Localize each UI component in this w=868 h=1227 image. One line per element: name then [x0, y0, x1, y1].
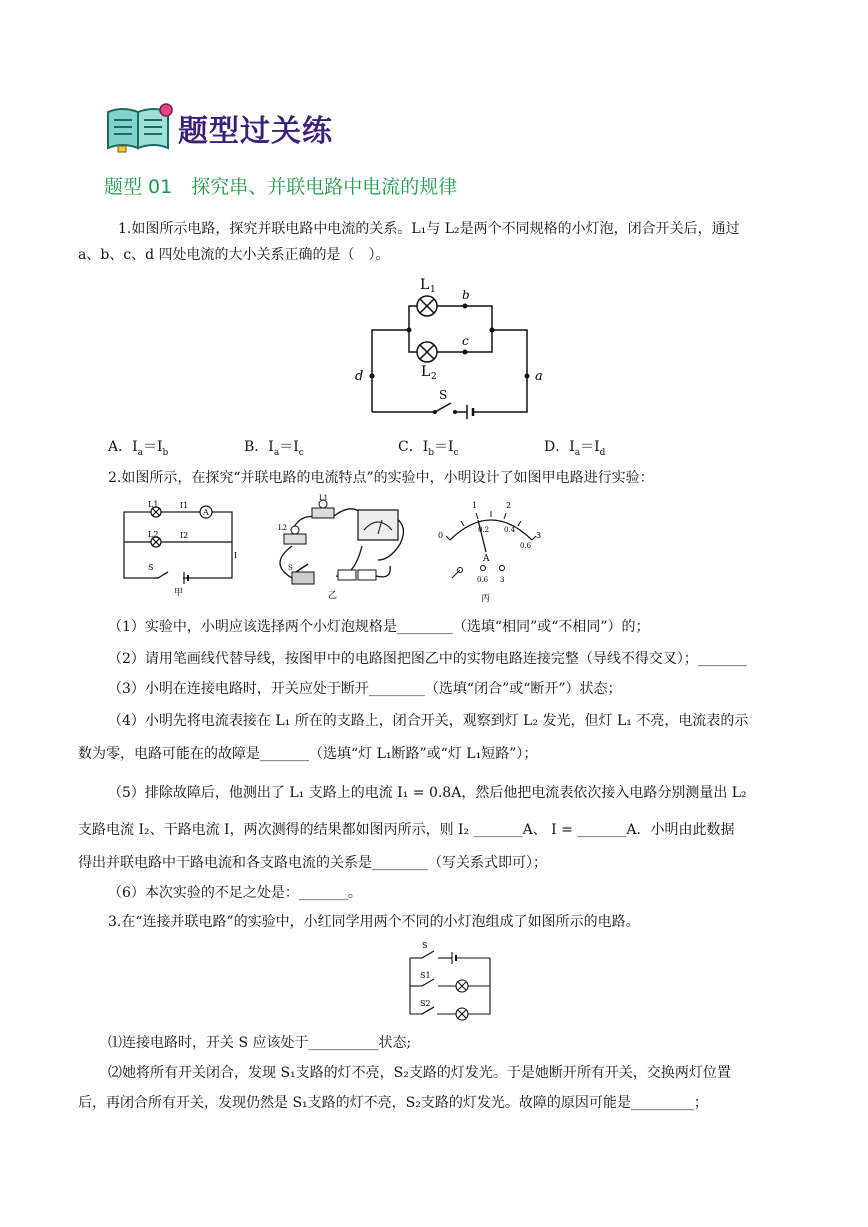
jia-caption: 甲	[174, 588, 184, 598]
q1-option-b[interactable]: B．$I_a=I_c$	[244, 439, 304, 458]
q2-part5-line2: 支路电流 I₂、干路电流 I，两次测得的结果都如图丙所示，则 I₂ _______A、 I = _______A．小明由此数据	[78, 822, 735, 838]
bing-m0: 0	[438, 531, 444, 540]
q2-part4-line2: 数为零，电路可能在的故障是_______（选填“灯 L₁断路”或“灯 L₁短路”）；	[78, 746, 538, 762]
bing-m2: 2	[506, 501, 512, 510]
yi-caption: 乙	[328, 591, 338, 601]
q2-figure-jia	[118, 498, 248, 598]
q3-circuit-diagram	[400, 938, 500, 1024]
q1-fig-b: b	[462, 288, 470, 302]
q3-part2-line1: ⑵她将所有开关闭合，发现 S₁支路的灯不亮，S₂支路的灯发光。于是她断开所有开关，交换两灯位置	[108, 1065, 731, 1081]
bing-m06: 0.6	[520, 542, 532, 550]
q1-line2: a、b、c、d 四处电流的大小关系正确的是（ ）。	[78, 247, 390, 263]
yi-L2: L2	[278, 524, 288, 532]
jia-I1: I1	[180, 501, 189, 510]
q1-fig-c: c	[462, 334, 469, 348]
q1-fig-a: a	[535, 369, 543, 384]
jia-I2: I2	[180, 531, 189, 540]
bing-m02: 0.2	[478, 526, 490, 534]
q2-intro: 2.如图所示，在探究“并联电路的电流特点”的实验中，小明设计了如图甲电路进行实验：	[108, 470, 654, 486]
q1-option-d[interactable]: D．$I_a=I_d$	[544, 439, 606, 458]
jia-I: I	[234, 551, 238, 560]
bing-t06: 0.6	[477, 576, 489, 584]
book-icon	[104, 102, 174, 154]
jia-S: S	[148, 563, 154, 572]
q2-part1: （1）实验中，小明应该选择两个小灯泡规格是________（选填“相同”或“不相同”）的；	[108, 619, 650, 635]
banner	[104, 100, 384, 156]
q1-fig-d: d	[355, 369, 364, 384]
q3-fig-S1: S1	[420, 971, 431, 980]
q2-part5-line3: 得出并联电路中干路电流和各支路电流的关系是________（写关系式即可）；	[78, 855, 547, 871]
q3-part1: ⑴连接电路时，开关 S 应该处于__________状态;	[108, 1035, 412, 1051]
q2-figure-yi	[262, 494, 412, 604]
bing-m3: 3	[536, 531, 542, 540]
q1-fig-S: S	[439, 388, 448, 402]
yi-S: S	[288, 564, 293, 572]
q1-fig-L1-sub: 1	[430, 285, 436, 295]
jia-L2: L2	[148, 530, 159, 539]
q1-fig-L2-sub: 2	[431, 372, 437, 382]
q2-part6: （6）本次实验的不足之处是：_______。	[108, 885, 362, 901]
q1-line1: 1.如图所示电路，探究并联电路中电流的关系。L₁与 L₂是两个不同规格的小灯泡，闭合开关后，通过	[118, 221, 740, 237]
q2-part3: （3）小明在连接电路时，开关应处于断开________（选填“闭合”或“断开”）状态；	[108, 681, 622, 697]
q1-option-a[interactable]: A．$I_a=I_b$	[108, 439, 169, 458]
q1-option-c[interactable]: C．$I_b=I_c$	[398, 439, 459, 458]
bing-caption: 丙	[481, 594, 491, 604]
q3-fig-S: S	[422, 941, 428, 950]
section-title: 题型 01 探究串、并联电路中电流的规律	[104, 176, 458, 198]
q3-fig-S2: S2	[420, 999, 431, 1008]
bing-m1: 1	[472, 501, 478, 510]
banner-title: 题型过关练	[178, 114, 333, 149]
bing-m04: 0.4	[504, 526, 516, 534]
yi-L1: L1	[319, 494, 329, 502]
jia-L1: L1	[148, 500, 159, 509]
q1-circuit-diagram	[345, 272, 555, 422]
q2-part4-line1: （4）小明先将电流表接在 L₁ 所在的支路上，闭合开关，观察到灯 L₂ 发光，但灯 L₁ 不亮，电流表的示	[108, 713, 749, 729]
bing-A: A	[483, 554, 490, 564]
bing-t3: 3	[500, 576, 505, 584]
q1-fig-L1: L	[420, 277, 430, 293]
q2-part5-line1: （5）排除故障后，他测出了 L₁ 支路上的电流 I₁ = 0.8A，然后他把电流表依次接入电路分别测量出 L₂	[108, 785, 747, 801]
q2-part2: （2）请用笔画线代替导线，按图甲中的电路图把图乙中的实物电路连接完整（导线不得交叉）；_______	[108, 651, 747, 667]
q2-figure-bing	[436, 498, 546, 608]
q3-intro: 3.在“连接并联电路”的实验中，小红同学用两个不同的小灯泡组成了如图所示的电路。	[108, 914, 640, 930]
jia-A: A	[203, 508, 209, 517]
q1-fig-L2: L	[421, 364, 431, 380]
q3-part2-line2: 后，再闭合所有开关，发现仍然是 S₁支路的灯不亮，S₂支路的灯发光。故障的原因可能是_________；	[78, 1095, 708, 1111]
